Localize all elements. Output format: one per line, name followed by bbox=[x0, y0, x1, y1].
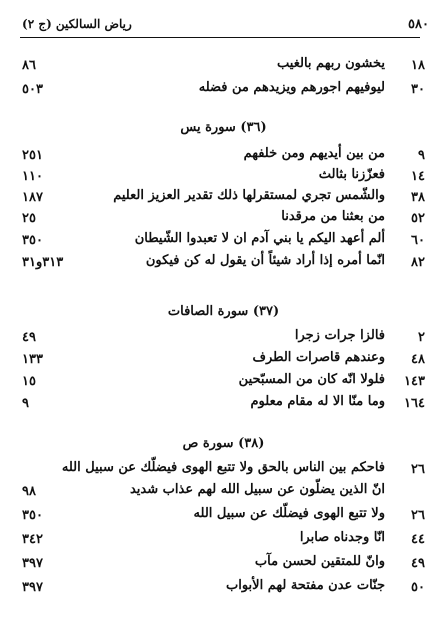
page-ref: ٣١٣و٣١ bbox=[22, 255, 64, 270]
verse-number: ٨٢ bbox=[411, 255, 425, 270]
verse-text: انّما أمره إذا أراد شيئاً أن يقول له كن فيكون bbox=[145, 253, 385, 268]
page-ref: ٣٥٠ bbox=[22, 508, 43, 523]
page-ref: ١٥ bbox=[22, 374, 36, 389]
page-ref: ٨٦ bbox=[22, 58, 36, 73]
page-number: ٥٨٠ bbox=[408, 17, 429, 32]
index-row bbox=[0, 78, 447, 102]
index-row bbox=[0, 229, 447, 253]
verse-number: ٥٠ bbox=[411, 580, 425, 595]
verse-number: ٩ bbox=[418, 148, 425, 163]
verse-text: ألم أعهد اليكم يا بني آدم ان لا تعبدوا الشّيطان bbox=[134, 231, 385, 246]
verse-text: وعندهم قاصرات الطرف bbox=[252, 350, 385, 365]
surah-heading: (٣٦) سورة يس bbox=[180, 120, 267, 135]
verse-number: ٢ bbox=[418, 330, 425, 345]
index-row bbox=[0, 348, 447, 372]
verse-number: ٤٨ bbox=[411, 352, 425, 367]
verse-text: من بين أيديهم ومن خلفهم bbox=[243, 146, 385, 161]
page-ref: ١٣٣ bbox=[22, 352, 43, 367]
index-row bbox=[0, 392, 447, 416]
verse-text: من بعثنا من مرقدنا bbox=[281, 209, 385, 224]
verse-text: والشّمس تجري لمستقرلها ذلك تقدير العزيز العليم bbox=[113, 188, 385, 203]
index-row bbox=[0, 458, 447, 482]
verse-number: ٦٠ bbox=[411, 233, 425, 248]
page-ref: ٥٠٣ bbox=[22, 82, 43, 97]
page-ref: ٤٩ bbox=[22, 330, 36, 345]
index-row bbox=[0, 576, 447, 600]
verse-number: ٥٢ bbox=[411, 211, 425, 226]
verse-text: انّ الذين يضلّون عن سبيل الله لهم عذاب شديد bbox=[129, 482, 385, 497]
index-row bbox=[0, 251, 447, 275]
verse-number: ٢٦ bbox=[411, 508, 425, 523]
verse-number: ١٤ bbox=[411, 169, 425, 184]
index-row bbox=[0, 207, 447, 231]
page-ref: ٢٥ bbox=[22, 211, 36, 226]
verse-number: ٣٨ bbox=[411, 190, 425, 205]
page-ref: ٣٩٧ bbox=[22, 580, 43, 595]
page-ref: ٩ bbox=[22, 396, 29, 411]
page-ref: ٢٥١ bbox=[22, 148, 43, 163]
index-row bbox=[0, 370, 447, 394]
page-ref: ١٨٧ bbox=[22, 190, 43, 205]
verse-text: جنّات عدن مفتحة لهم الأبواب bbox=[225, 578, 385, 593]
verse-text: فلولا انّه كان من المسبّحين bbox=[238, 372, 385, 387]
verse-number: ١٨ bbox=[411, 58, 425, 73]
page-ref: ٣٥٠ bbox=[22, 233, 43, 248]
page-ref: ٩٨ bbox=[22, 484, 36, 499]
header-rule bbox=[20, 37, 420, 38]
index-row bbox=[0, 504, 447, 528]
verse-number: ٢٦ bbox=[411, 462, 425, 477]
verse-text: فالزا جرات زجرا bbox=[294, 328, 385, 343]
verse-number: ١٤٣ bbox=[404, 374, 425, 389]
verse-text: ليوفيهم اجورهم ويزيدهم من فضله bbox=[198, 80, 385, 95]
verse-number: ٤٤ bbox=[411, 532, 425, 547]
verse-text: يخشون ربهم بالغيب bbox=[277, 56, 385, 71]
verse-text: وانّ للمتقين لحسن مآب bbox=[254, 554, 385, 569]
surah-heading: (٣٧) سورة الصافات bbox=[167, 304, 280, 319]
page-ref: ٣٤٢ bbox=[22, 532, 43, 547]
verse-text: فاحكم بين الناس بالحق ولا تتبع الهوى فيضلّك عن سبيل الله bbox=[61, 460, 385, 475]
verse-number: ٤٩ bbox=[411, 556, 425, 571]
verse-text: فعزّزنا بثالث bbox=[318, 167, 385, 182]
surah-heading: (٣٨) سورة ص bbox=[182, 436, 265, 451]
index-row bbox=[0, 552, 447, 576]
running-title: رياض السالكين (ج ٢) bbox=[22, 17, 132, 31]
index-row bbox=[0, 54, 447, 78]
verse-text: انّا وجدناه صابرا bbox=[299, 530, 385, 545]
verse-number: ٣٠ bbox=[411, 82, 425, 97]
verse-number: ١٦٤ bbox=[404, 396, 425, 411]
verse-text: ولا تتبع الهوى فيضلّك عن سبيل الله bbox=[193, 506, 385, 521]
index-row bbox=[0, 326, 447, 350]
page-ref: ١١٠ bbox=[22, 169, 43, 184]
index-row bbox=[0, 480, 447, 504]
index-row bbox=[0, 528, 447, 552]
verse-text: وما منّا الا له مقام معلوم bbox=[250, 394, 385, 409]
page-ref: ٣٩٧ bbox=[22, 556, 43, 571]
